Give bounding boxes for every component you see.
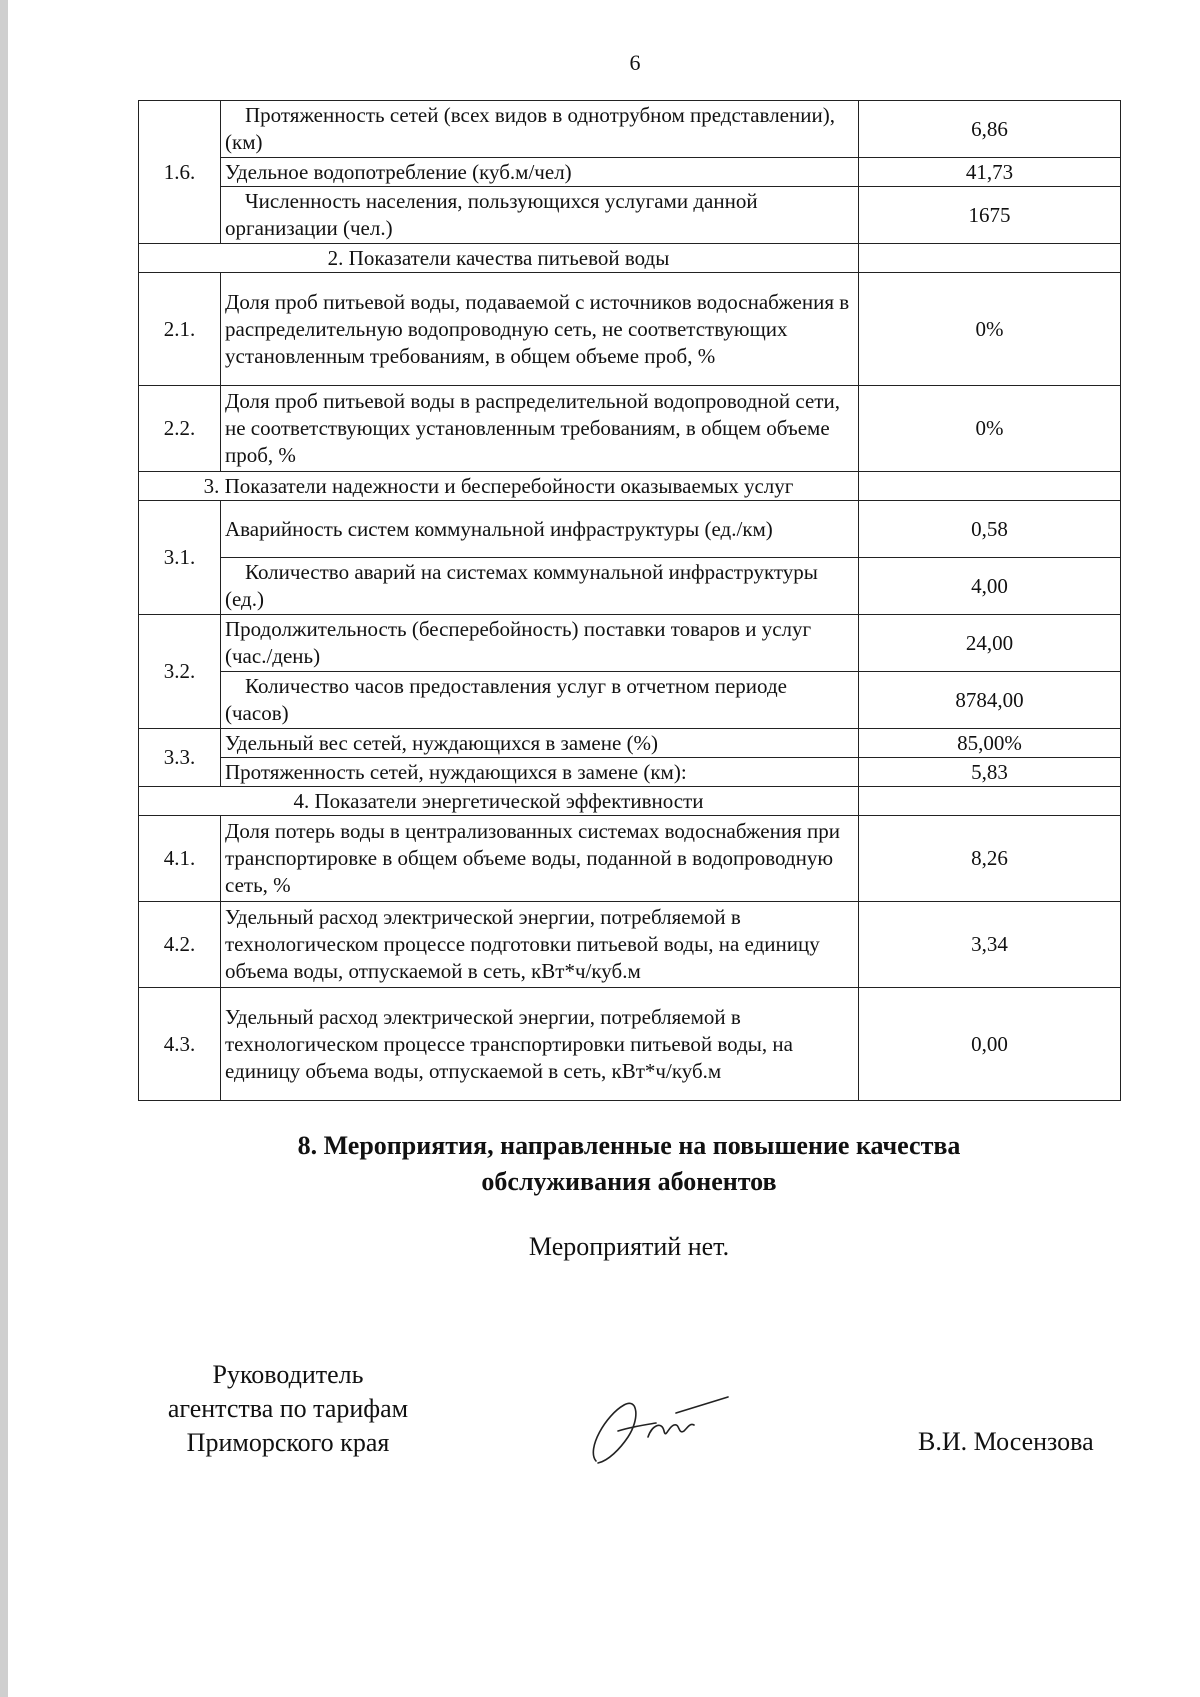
section-8-note: Мероприятий нет.	[528, 1232, 730, 1261]
row-description: Доля потерь воды в централизованных системах водоснабжения при транспортировке в общем объеме воды, поданной в водопроводную сеть, %	[221, 816, 859, 902]
table-row	[139, 729, 1121, 758]
row-number: 1.6.	[139, 101, 221, 244]
row-number: 4.2.	[139, 902, 221, 988]
table-row	[139, 187, 1121, 244]
signer-title-line1: Руководитель	[212, 1360, 364, 1389]
row-description: Удельное водопотребление (куб.м/чел)	[221, 158, 859, 187]
table-row	[139, 501, 1121, 558]
row-value: 0,58	[859, 501, 1121, 558]
section-heading-row	[139, 244, 1121, 273]
row-description: Протяженность сетей (всех видов в однотрубном представлении), (км)	[221, 101, 859, 158]
signer-name: В.И. Мосензова	[918, 1427, 1094, 1456]
row-value: 41,73	[859, 158, 1121, 187]
row-description: Количество часов предоставления услуг в отчетном периоде (часов)	[221, 672, 859, 729]
row-value: 8,26	[859, 816, 1121, 902]
table-row	[139, 615, 1121, 672]
row-description: Количество аварий на системах коммунальной инфраструктуры (ед.)	[221, 558, 859, 615]
row-value: 0%	[859, 386, 1121, 472]
row-value: 5,83	[859, 758, 1121, 787]
row-number: 2.1.	[139, 273, 221, 386]
page-number: 6	[629, 50, 641, 75]
table-row	[139, 386, 1121, 472]
section-heading: 4. Показатели энергетической эффективности	[139, 787, 859, 816]
signer-title-line3: Приморского края	[186, 1428, 390, 1457]
row-number: 3.1.	[139, 501, 221, 615]
signer-title	[128, 1358, 448, 1460]
row-description: Доля проб питьевой воды, подаваемой с источников водоснабжения в распределительную водопроводную сеть, не соответствующих установленным требованиям, в общем объеме проб, %	[221, 273, 859, 386]
table-row	[139, 273, 1121, 386]
row-value: 85,00%	[859, 729, 1121, 758]
row-value: 6,86	[859, 101, 1121, 158]
page-edge	[0, 0, 8, 1697]
row-description: Численность населения, пользующихся услугами данной организации (чел.)	[221, 187, 859, 244]
row-description: Удельный вес сетей, нуждающихся в замене (%)	[221, 729, 859, 758]
section-8-heading-line1: 8. Мероприятия, направленные на повышение качества	[297, 1131, 961, 1160]
row-number: 3.2.	[139, 615, 221, 729]
table-row	[139, 558, 1121, 615]
section-heading: 3. Показатели надежности и бесперебойности оказываемых услуг	[139, 472, 859, 501]
row-number: 4.3.	[139, 988, 221, 1101]
row-description: Удельный расход электрической энергии, потребляемой в технологическом процессе транспортировки питьевой воды, на единицу объема воды, отпускаемой в сеть, кВт*ч/куб.м	[221, 988, 859, 1101]
handwritten-signature	[578, 1375, 738, 1475]
section-heading: 2. Показатели качества питьевой воды	[139, 244, 859, 273]
row-number: 4.1.	[139, 816, 221, 902]
table-row	[139, 902, 1121, 988]
row-value: 8784,00	[859, 672, 1121, 729]
row-value: 24,00	[859, 615, 1121, 672]
row-number: 3.3.	[139, 729, 221, 787]
signer-title-line2: агентства по тарифам	[167, 1394, 409, 1423]
section-8-heading	[138, 1128, 1120, 1200]
row-value: 0,00	[859, 988, 1121, 1101]
row-value: 3,34	[859, 902, 1121, 988]
table-row	[139, 816, 1121, 902]
row-value: 1675	[859, 187, 1121, 244]
row-description: Продолжительность (бесперебойность) поставки товаров и услуг (час./день)	[221, 615, 859, 672]
row-description: Доля проб питьевой воды в распределительной водопроводной сети, не соответствующих установленным требованиям, в общем объеме проб, %	[221, 386, 859, 472]
section-8-heading-line2: обслуживания абонентов	[481, 1167, 777, 1196]
table-row	[139, 158, 1121, 187]
row-value: 4,00	[859, 558, 1121, 615]
indicators-table	[138, 100, 1121, 1101]
table-row	[139, 988, 1121, 1101]
table-row	[139, 101, 1121, 158]
row-value: 0%	[859, 273, 1121, 386]
row-number: 2.2.	[139, 386, 221, 472]
table-row	[139, 672, 1121, 729]
row-description: Аварийность систем коммунальной инфраструктуры (ед./км)	[221, 501, 859, 558]
table-row	[139, 758, 1121, 787]
row-description: Удельный расход электрической энергии, потребляемой в технологическом процессе подготовки питьевой воды, на единицу объема воды, отпускаемой в сеть, кВт*ч/куб.м	[221, 902, 859, 988]
section-heading-row	[139, 787, 1121, 816]
section-heading-row	[139, 472, 1121, 501]
row-description: Протяженность сетей, нуждающихся в замене (км):	[221, 758, 859, 787]
